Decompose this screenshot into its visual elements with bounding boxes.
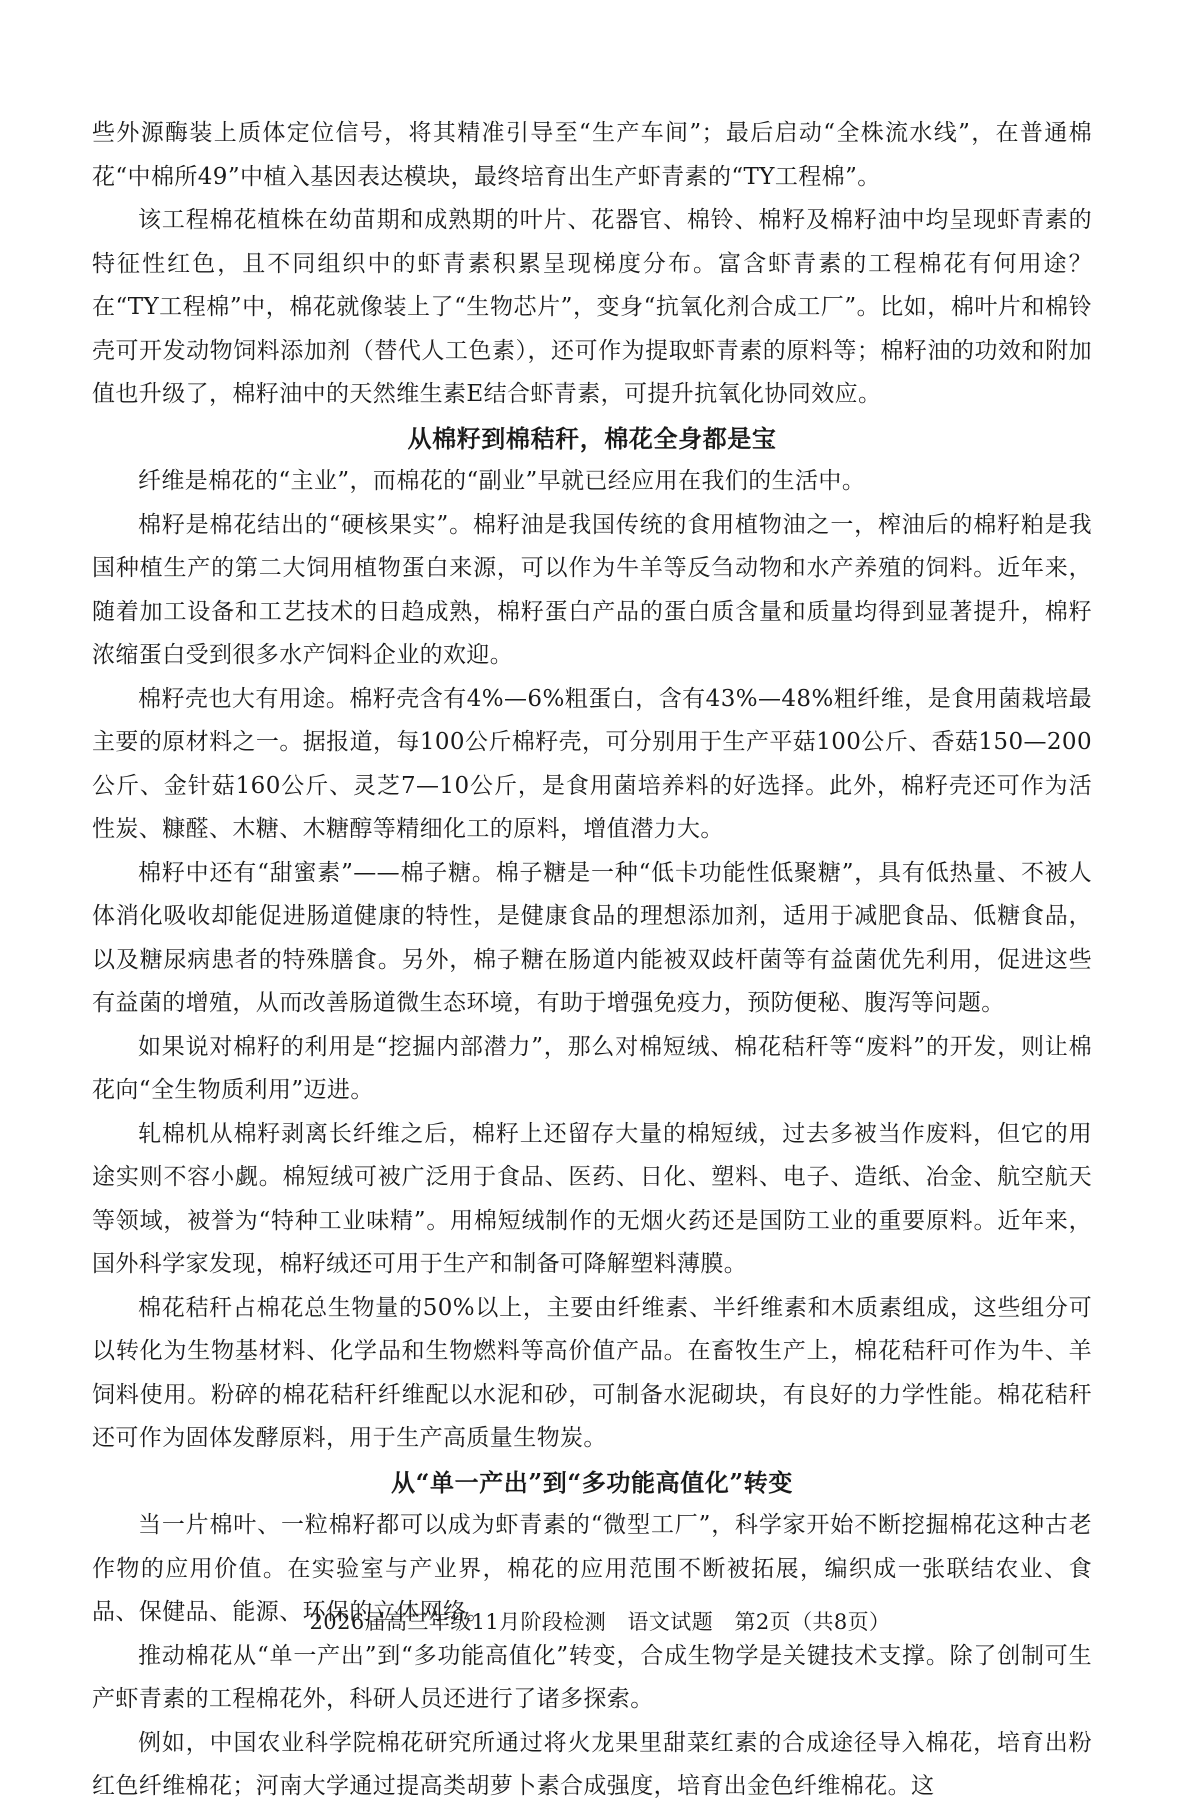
paragraph-9: 棉花秸秆占棉花总生物量的50%以上，主要由纤维素、半纤维素和木质素组成，这些组分可以转化为生物基材料、化学品和生物燃料等高价值产品。在畜牧生产上，棉花秸秆可作为牛、羊饲料使用。粉碎的棉花秸秆纤维配以水泥和砂，可制备水泥砌块，有良好的力学性能。棉花秸秆还可作为固体发酵原料，用于生产高质量生物炭。 (92, 1294, 1092, 1451)
paragraph-8: 轧棉机从棉籽剥离长纤维之后，棉籽上还留存大量的棉短绒，过去多被当作废料，但它的用途实则不容小觑。棉短绒可被广泛用于食品、医药、日化、塑料、电子、造纸、冶金、航空航天等领域，被誉为“特种工业味精”。用棉短绒制作的无烟火药还是国防工业的重要原料。近年来，国外科学家发现，棉籽绒还可用于生产和制备可降解塑料薄膜。 (92, 1120, 1092, 1277)
paragraph-3: 纤维是棉花的“主业”，而棉花的“副业”早就已经应用在我们的生活中。 (138, 468, 866, 494)
paragraph-4: 棉籽是棉花结出的“硬核果实”。棉籽油是我国传统的食用植物油之一，榨油后的棉籽粕是我国种植生产的第二大饲用植物蛋白来源，可以作为牛羊等反刍动物和水产养殖的饲料。近年来，随着加工设备和工艺技术的日趋成熟，棉籽蛋白产品的蛋白质含量和质量均得到显著提升，棉籽浓缩蛋白受到很多水产饲料企业的欢迎。 (92, 511, 1092, 668)
paragraph-2: 该工程棉花植株在幼苗期和成熟期的叶片、花器官、棉铃、棉籽及棉籽油中均呈现虾青素的特征性红色，且不同组织中的虾青素积累呈现梯度分布。富含虾青素的工程棉花有何用途？在“TY工程棉”中，棉花就像装上了“生物芯片”，变身“抗氧化剂合成工厂”。比如，棉叶片和棉铃壳可开发动物饲料添加剂（替代人工色素），还可作为提取虾青素的原料等；棉籽油的功效和附加值也升级了，棉籽油中的天然维生素E结合虾青素，可提升抗氧化协同效应。 (92, 207, 1092, 407)
paragraph-1: 些外源酶装上质体定位信号，将其精准引导至“生产车间”；最后启动“全株流水线”，在普通棉花“中棉所49”中植入基因表达模块，最终培育出生产虾青素的“TY工程棉”。 (92, 120, 1092, 190)
paragraph-11: 推动棉花从“单一产出”到“多功能高值化”转变，合成生物学是关键技术支撑。除了创制可生产虾青素的工程棉花外，科研人员还进行了诸多探索。 (92, 1642, 1092, 1712)
paragraph-10: 当一片棉叶、一粒棉籽都可以成为虾青素的“微型工厂”，科学家开始不断挖掘棉花这种古老作物的应用价值。在实验室与产业界，棉花的应用范围不断被拓展，编织成一张联结农业、食品、保健品、能源、环保的立体网络。 (92, 1512, 1092, 1625)
section-heading-2: 从“单一产出”到“多功能高值化”转变 (390, 1467, 794, 1497)
paragraph-12: 例如，中国农业科学院棉花研究所通过将火龙果里甜菜红素的合成途径导入棉花，培育出粉红色纤维棉花；河南大学通过提高类胡萝卜素合成强度，培育出金色纤维棉花。这 (92, 1729, 1092, 1799)
paragraph-5: 棉籽壳也大有用途。棉籽壳含有4%—6%粗蛋白，含有43%—48%粗纤维，是食用菌栽培最主要的原材料之一。据报道，每100公斤棉籽壳，可分别用于生产平菇100公斤、香菇150—200公斤、金针菇160公斤、灵芝7—10公斤，是食用菌培养料的好选择。此外，棉籽壳还可作为活性炭、糠醛、木糖、木糖醇等精细化工的原料，增值潜力大。 (92, 685, 1092, 842)
section-heading-1: 从棉籽到棉秸秆，棉花全身都是宝 (407, 423, 777, 453)
article-body (92, 112, 1092, 1809)
paragraph-7: 如果说对棉籽的利用是“挖掘内部潜力”，那么对棉短绒、棉花秸秆等“废料”的开发，则让棉花向“全生物质利用”迈进。 (92, 1033, 1092, 1103)
page-footer: 2026届高三年级11月阶段检测 语文试题 第2页（共8页） (309, 1610, 891, 1634)
paragraph-6: 棉籽中还有“甜蜜素”——棉子糖。棉子糖是一种“低卡功能性低聚糖”，具有低热量、不被人体消化吸收却能促进肠道健康的特性，是健康食品的理想添加剂，适用于减肥食品、低糖食品，以及糖尿病患者的特殊膳食。另外，棉子糖在肠道内能被双歧杆菌等有益菌优先利用，促进这些有益菌的增殖，从而改善肠道微生态环境，有助于增强免疫力，预防便秘、腹泻等问题。 (92, 859, 1092, 1016)
